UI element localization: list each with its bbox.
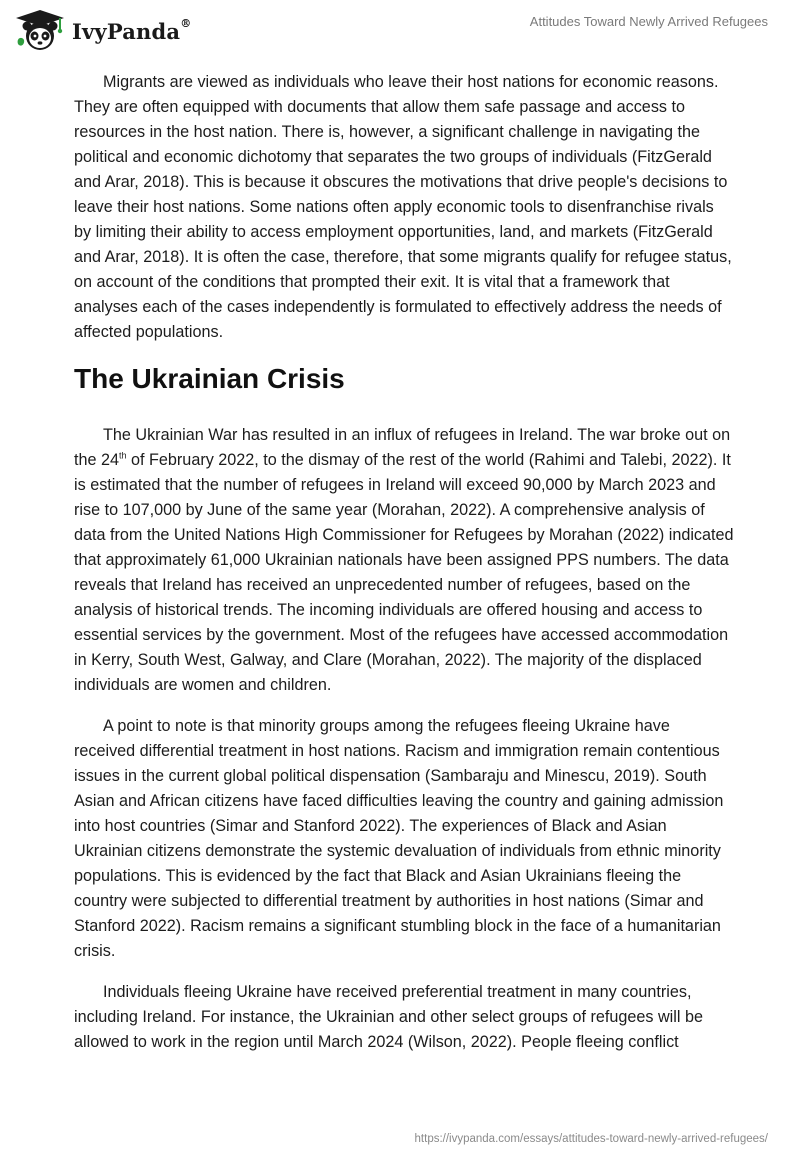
- paragraph-ukrainian-war: The Ukrainian War has resulted in an influx of refugees in Ireland. The war broke out on the 24th of February 2022, to the dismay of the rest of the world (Rahimi and Talebi, 2022). It is estimated that the number of refugees in Ireland will exceed 90,000 by March 2023 and rise to 107,000 by June of the same year (Morahan, 2022). A comprehensive analysis of data from the United Nations High Commissioner for Refugees by Morahan (2022) indicated that approximately 61,000 Ukrainian nationals have been assigned PPS numbers. The data reveals that Ireland has received an unprecedented number of refugees, based on the analysis of historical trends. The incoming individuals are offered housing and access to essential services by the government. Most of the refugees have accessed accommodation in Kerry, South West, Galway, and Clare (Morahan, 2022). The majority of the displaced individuals are women and children.: [74, 426, 734, 694]
- page-header: [0, 0, 800, 62]
- section-heading: The Ukrainian Crisis: [74, 363, 345, 394]
- paragraph-minority-groups: A point to note is that minority groups among the refugees fleeing Ukraine have received differential treatment in host nations. Racism and immigration remain contentious issues in the current global political dispensation (Sambaraju and Minescu, 2019). South Asian and African citizens have faced difficulties leaving the country and gaining admission into host countries (Simar and Stanford 2022). The experiences of Black and Asian Ukrainian citizens demonstrate the systemic devaluation of individuals from ethnic minority populations. This is evidenced by the fact that Black and Asian Ukrainians fleeing the country were subjected to differential treatment by authorities in host nations (Simar and Stanford 2022). Racism remains a significant stumbling block in the face of a humanitarian crisis.: [74, 717, 724, 960]
- source-url[interactable]: https://ivypanda.com/essays/attitudes-toward-newly-arrived-refugees/: [414, 1133, 768, 1145]
- ivypanda-logo[interactable]: [14, 8, 191, 54]
- paragraph-preferential-treatment: Individuals fleeing Ukraine have received preferential treatment in many countries, including Ireland. For instance, the Ukrainian and other select groups of refugees will be allowed to work in the region until March 2024 (Wilson, 2022). People fleeing conflict: [74, 983, 703, 1051]
- essay-content: [74, 70, 734, 1071]
- paragraph-migrants: Migrants are viewed as individuals who leave their host nations for economic reasons. They are often equipped with documents that allow them safe passage and access to resources in the host nation. There is, however, a significant challenge in navigating the political and economic dichotomy that separates the two groups of individuals (FitzGerald and Arar, 2018). This is because it obscures the motivations that drive people's decisions to leave their host nations. Some nations often apply economic tools to disenfranchise rivals by limiting their ability to access employment opportunities, land, and markets (FitzGerald and Arar, 2018). It is often the case, therefore, that some migrants qualify for refugee status, on account of the conditions that prompted their exit. It is vital that a framework that analyses each of the cases independently is formulated to effectively address the needs of affected populations.: [74, 73, 732, 341]
- logo-wordmark: IvyPanda®: [72, 16, 192, 44]
- panda-graduate-icon: [14, 8, 66, 54]
- running-title: Attitudes Toward Newly Arrived Refugees: [529, 14, 768, 29]
